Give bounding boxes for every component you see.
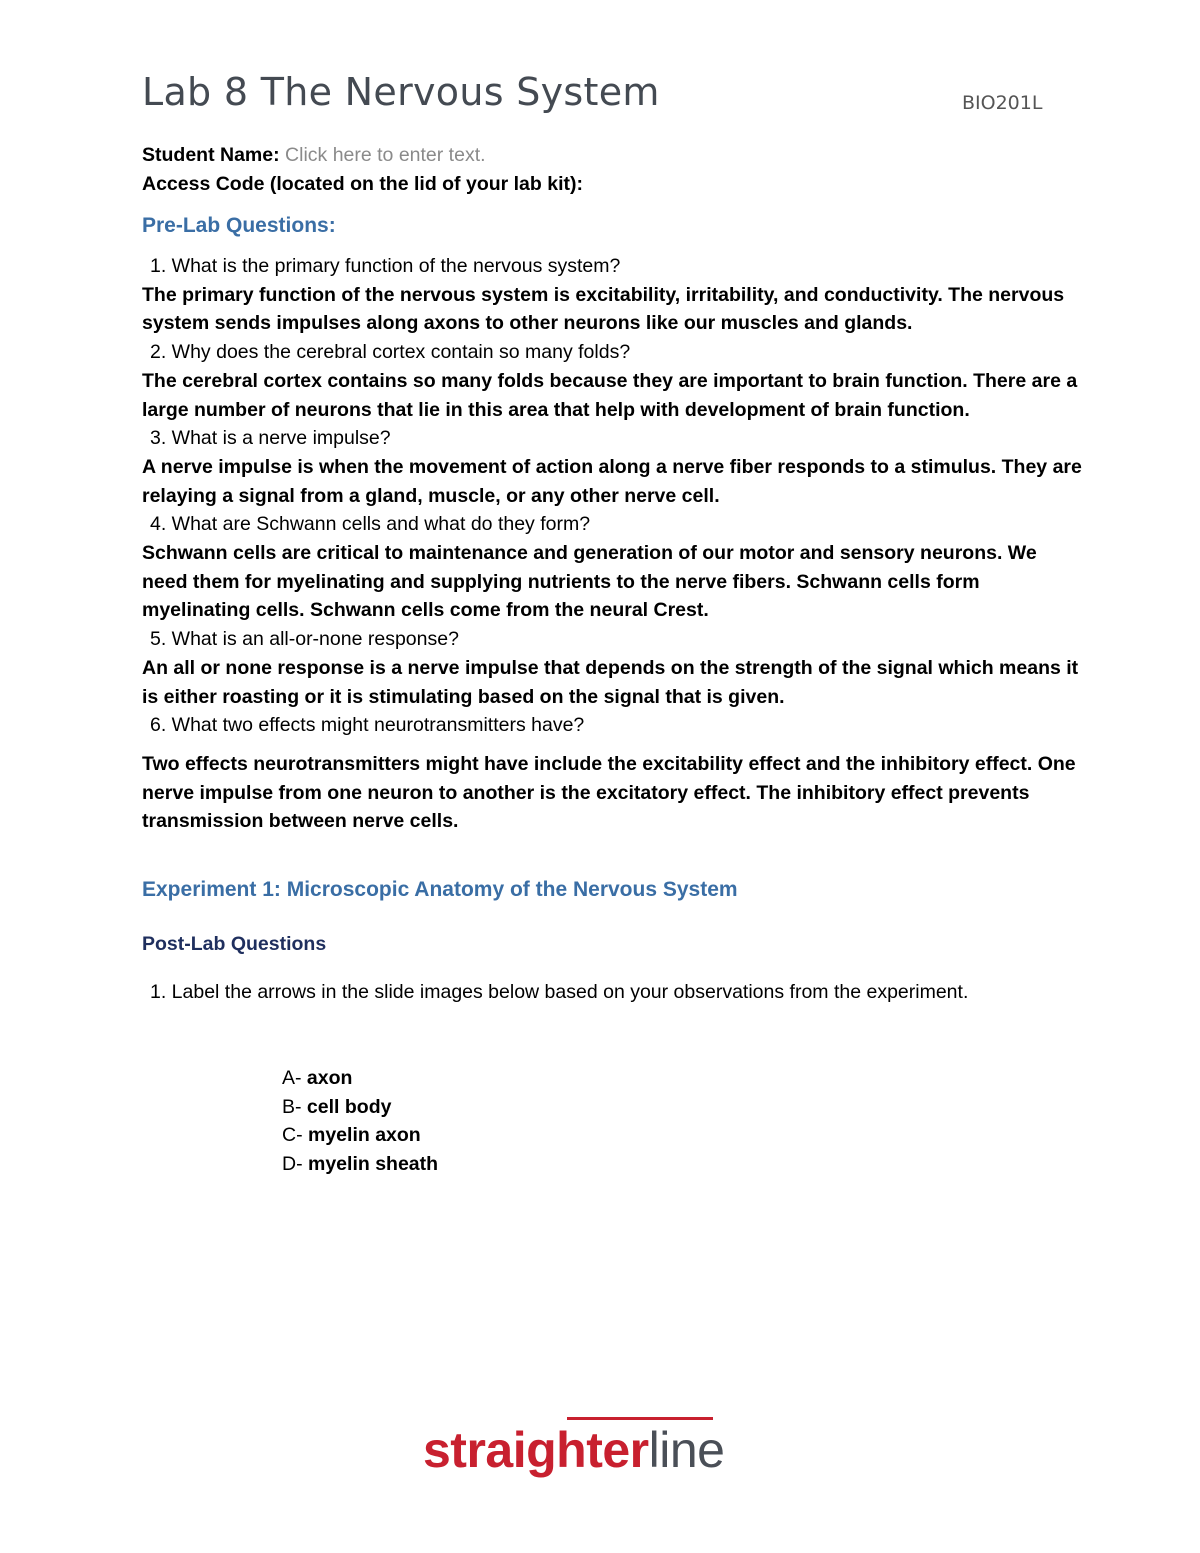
page-title: Lab 8 The Nervous System xyxy=(142,70,660,114)
answer-4: Schwann cells are critical to maintenance and generation of our motor and sensory neurons. We need them for myelinating and supplying nutrients to the nerve fibers. Schwann cells form myelinating cells. Schwann cells come from the neural Crest. xyxy=(142,542,1037,622)
answer-6: Two effects neurotransmitters might have include the excitability effect and the inhibitory effect. One nerve impulse from one neuron to another is the excitatory effect. The inhibitory effect prevents transmission between nerve cells. xyxy=(142,752,1076,833)
postlab-question-1: 1. Label the arrows in the slide images below based on your observations from the experiment. xyxy=(150,981,969,1003)
straighterline-logo: straighterline xyxy=(423,1422,725,1478)
answer-3: A nerve impulse is when the movement of action along a nerve fiber responds to a stimulus. They are relaying a signal from a gland, muscle, or any other nerve cell. xyxy=(142,455,1082,507)
question-4: 4. What are Schwann cells and what do they form? xyxy=(150,513,591,536)
student-name-label: Student Name: xyxy=(142,144,280,166)
prelab-questions xyxy=(142,252,1082,836)
label-b: B- cell body xyxy=(282,1095,392,1118)
question-5: 5. What is an all-or-none response? xyxy=(150,628,459,651)
label-c: C- myelin axon xyxy=(282,1124,421,1147)
arrow-labels xyxy=(282,1064,438,1179)
question-2: 2. Why does the cerebral cortex contain so many folds? xyxy=(150,341,631,364)
answer-2: The cerebral cortex contains so many folds because they are important to brain function. There are a large number of neurons that lie in this area that help with development of brain function. xyxy=(142,369,1078,421)
course-code: BIO201L xyxy=(962,92,1043,114)
student-name-field[interactable]: Click here to enter text. xyxy=(285,144,486,166)
label-a: A- axon xyxy=(282,1067,353,1089)
answer-5: An all or none response is a nerve impulse that depends on the strength of the signal which means it is either roasting or it is stimulating based on the signal that is given. xyxy=(142,656,1079,708)
question-6: 6. What two effects might neurotransmitters have? xyxy=(150,714,585,737)
question-1: 1. What is the primary function of the nervous system? xyxy=(150,255,621,277)
answer-1: The primary function of the nervous system is excitability, irritability, and conductivity. The nervous system sends impulses along axons to other neurons like our muscles and glands. xyxy=(142,283,1065,335)
experiment-1-heading: Experiment 1: Microscopic Anatomy of the Nervous System xyxy=(142,878,738,901)
label-d: D- myelin sheath xyxy=(282,1153,439,1176)
student-info xyxy=(142,141,1082,198)
question-3: 3. What is a nerve impulse? xyxy=(150,427,391,450)
prelab-heading: Pre-Lab Questions: xyxy=(142,214,336,237)
access-code-label: Access Code (located on the lid of your lab kit): xyxy=(142,172,583,195)
postlab-heading: Post-Lab Questions xyxy=(142,933,327,955)
